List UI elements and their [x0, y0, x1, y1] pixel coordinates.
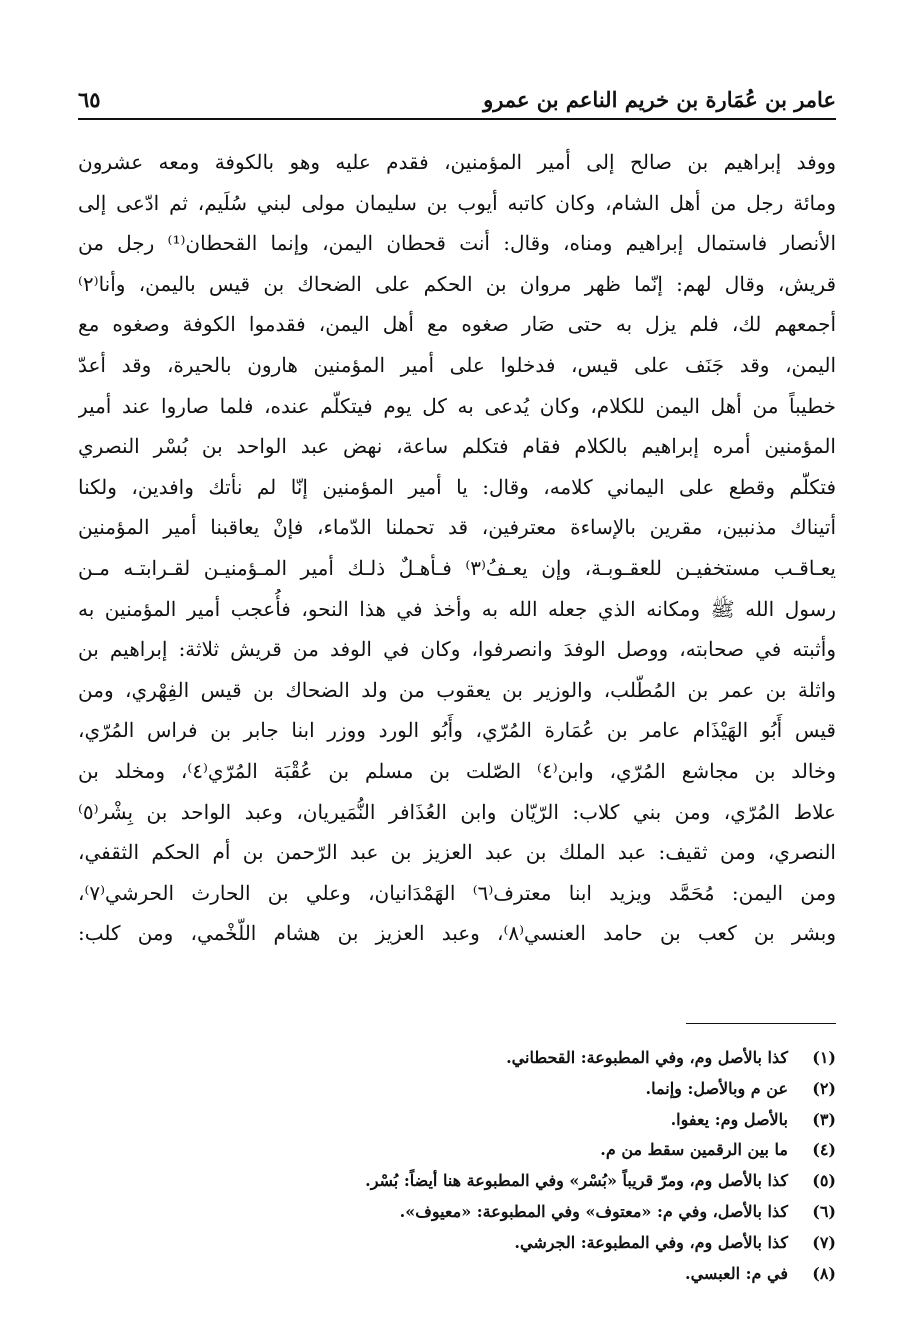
text-line: قريش، وقال لهم: إنّما ظهر مروان بن الحكم على الضحاك بن قيس باليمن، وأنا⁽٢⁾: [78, 271, 836, 296]
text-line: فتكلّم وقطع على اليماني كلامه، وقال: يا أمير المؤمنين إنّا لم نأتك وافدين، ولكنا: [78, 474, 836, 499]
footnote-number: (٦): [812, 1201, 836, 1221]
footnote-text: كذا بالأصل وم، وفي المطبوعة: القحطاني.: [506, 1048, 788, 1067]
footnote-text: بالأصل وم: يعفوا.: [670, 1109, 788, 1129]
text-line: النصري، ومن ثقيف: عبد الملك بن عبد العزيز بن عبد الرّحمن بن أم الحكم الثقفي،: [78, 840, 836, 865]
page-header: [78, 82, 836, 116]
text-line: الأنصار فاستمال إبراهيم ومناه، وقال: أنت قحطان اليمن، وإنما القحطان⁽¹⁾ رجل من: [78, 231, 836, 256]
footnote-number: (٨): [812, 1263, 836, 1283]
footnote: [78, 1105, 836, 1136]
text-line: ووفد إبراهيم بن صالح إلى أمير المؤمنين، فقدم عليه وهو بالكوفة ومعه عشرون: [78, 150, 836, 174]
footnote-text: كذا بالأصل، وفي م: «معتوف» وفي المطبوعة: «معيوف».: [399, 1201, 788, 1221]
page-number: ٦٥: [78, 86, 101, 112]
footnote: [78, 1043, 836, 1074]
footnote: [78, 1074, 836, 1105]
running-title: عامر بن عُمَارة بن خريم الناعم بن عمرو: [483, 86, 836, 112]
text-line: أتيناك مذنبين، مقرين بالإساءة معترفين، قد تحملنا الدّماء، فإنْ يعاقبنا أمير المؤمنين: [78, 515, 836, 540]
footnote-number: (٣): [812, 1109, 836, 1129]
main-text: [78, 142, 836, 954]
text-line: علاط المُرّي، ومن بني كلاب: الرّيّان وابن العُذَافر النُّمَيريان، وعبد الواحد بن بِشْر⁽٥⁾: [78, 799, 836, 824]
text-line: يعـاقـب مستخفيـن للعقـوبـة، وإن يعـفُ⁽٣⁾ فـأهـلٌ ذلـك أمير المـؤمنيـن لقـرابتـه مـن: [78, 555, 836, 580]
footnotes: [78, 1043, 836, 1289]
text-line: قيس أَبُو الهَيْذَام عامر بن عُمَارة المُرّي، وأَبُو الورد ووزر ابنا جابر بن فراس المُرّي،: [78, 718, 836, 743]
text-line: وخالد بن مجاشع المُرّي، وابن⁽٤⁾ الصّلت بن مسلم بن عُقْبَة المُرّي⁽٤⁾، ومخلد بن: [78, 758, 836, 783]
text-line: وبشر بن كعب بن حامد العنسي⁽٨⁾، وعبد العزيز بن هشام اللّخْمي، ومن كلب:: [78, 921, 836, 946]
text-line: رسول الله ﷺ ومكانه الذي جعله الله به وأخذ في هذا النحو، فأُعجب أمير المؤمنين به: [78, 596, 836, 621]
footnote-text: كذا بالأصل وم، وفي المطبوعة: الجرشي.: [514, 1232, 788, 1252]
text-line: خطيباً من أهل اليمن للكلام، وكان يُدعى به كل يوم فيتكلّم عنده، فلما صاروا عند أمير: [78, 393, 836, 418]
header-rule: [78, 118, 836, 120]
footnote: [78, 1135, 836, 1166]
footnote: [78, 1228, 836, 1259]
footnote-number: (٢): [812, 1078, 836, 1098]
footnote: [78, 1259, 836, 1290]
text-line: اليمن، وقد جَنَف على قيس، فدخلوا على أمير المؤمنين هارون بالحيرة، وقد أعدّ: [78, 352, 836, 377]
footnote-number: (٤): [812, 1140, 836, 1160]
footnote-separator: [686, 1023, 836, 1024]
footnote-number: (٥): [812, 1171, 836, 1191]
text-line: وأثبته في صحابته، ووصل الوفدَ وانصرفوا، وكان في الوفد من قريش ثلاثة: إبراهيم بن: [78, 637, 836, 662]
text-line: المؤمنين أمره إبراهيم بالكلام فقام فتكلم ساعة، نهض عبد الواحد بن بُسْر النصري: [78, 434, 836, 459]
footnote: [78, 1166, 836, 1197]
text-line: واثلة بن عمر بن المُطّلب، والوزير بن يعقوب من ولد الضحاك بن قيس الفِهْري، ومن: [78, 677, 836, 702]
footnote-text: ما بين الرقمين سقط من م.: [600, 1140, 788, 1160]
footnote-text: كذا بالأصل وم، ومرّ قريباً «بُسْر» وفي المطبوعة هنا أيضاً: بُسْر.: [365, 1171, 788, 1191]
footnote-number: (٧): [812, 1232, 836, 1252]
footnote-text: في م: العبسي.: [685, 1263, 788, 1283]
footnote-number: (١): [812, 1048, 836, 1067]
text-line: أجمعهم لك، فلم يزل به حتى صَار صغوه مع أهل اليمن، فقدموا الكوفة وصغوه مع: [78, 312, 836, 337]
text-line: ومن اليمن: مُحَمَّد ويزيد ابنا معترف⁽٦⁾ الهَمْدَانيان، وعلي بن الحارث الحرشي⁽٧⁾،: [78, 880, 836, 905]
footnote: [78, 1197, 836, 1228]
footnote-text: عن م وبالأصل: وإنما.: [645, 1078, 788, 1098]
text-line: ومائة رجل من أهل الشام، وكان كاتبه أيوب بن سليمان مولى لبني سُلَيم، ثم ادّعى إلى: [78, 190, 836, 215]
